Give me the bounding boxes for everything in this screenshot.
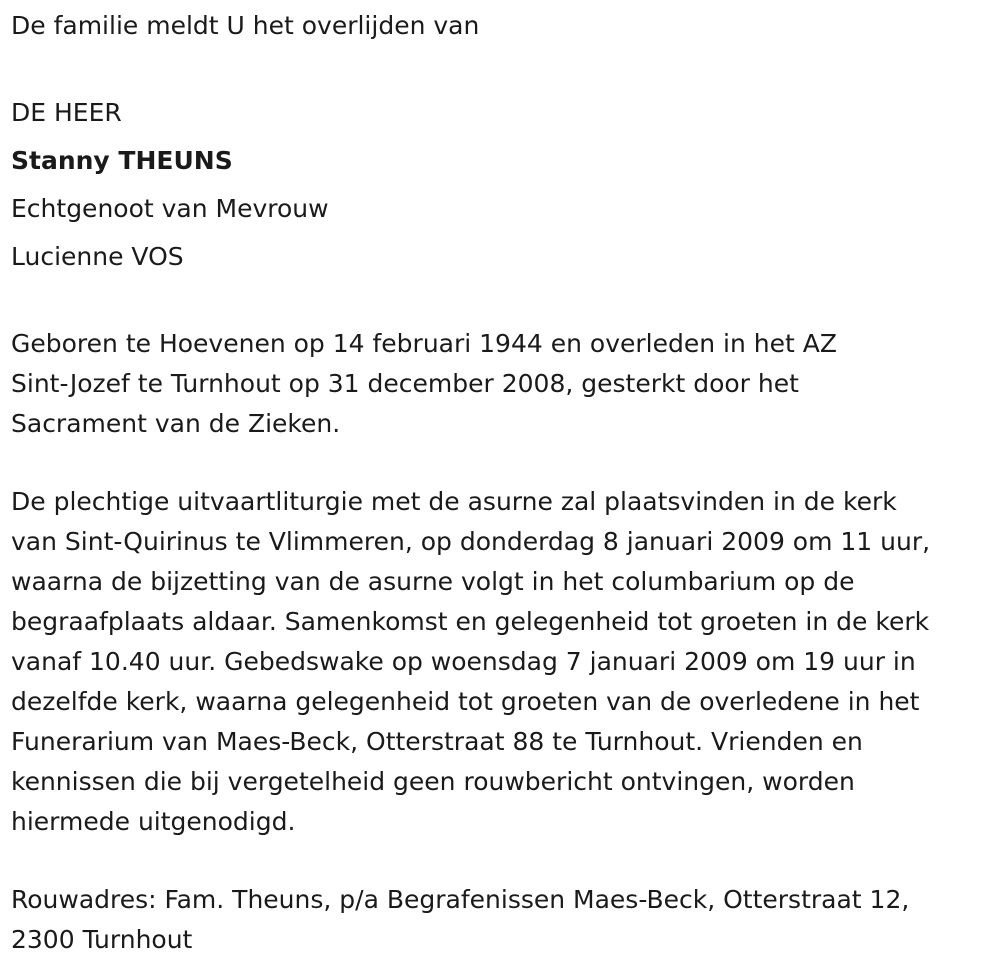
paragraph-line: Geboren te Hoevenen op 14 februari 1944 en overleden in het AZ xyxy=(11,329,837,358)
paragraph-line: De plechtige uitvaartliturgie met de asurne zal plaatsvinden in de kerk xyxy=(11,487,897,516)
deceased-name: Stanny THEUNS xyxy=(11,146,233,175)
mourning-address xyxy=(11,880,1000,960)
deceased-block xyxy=(11,89,1000,281)
paragraph-line: vanaf 10.40 uur. Gebedswake op woensdag 7 januari 2009 om 19 uur in xyxy=(11,647,916,676)
funeral-paragraph xyxy=(11,482,1000,842)
paragraph-line: Sint-Jozef te Turnhout op 31 december 2008, gesterkt door het xyxy=(11,369,799,398)
paragraph-line: hiermede uitgenodigd. xyxy=(11,807,296,836)
paragraph-line: Sacrament van de Zieken. xyxy=(11,409,341,438)
address-line: 2300 Turnhout xyxy=(11,925,193,954)
paragraph-line: Funerarium van Maes-Beck, Otterstraat 88 te Turnhout. Vrienden en xyxy=(11,727,863,756)
address-line: Rouwadres: Fam. Theuns, p/a Begrafenissen Maes-Beck, Otterstraat 12, xyxy=(11,885,910,914)
paragraph-line: begraafplaats aldaar. Samenkomst en gelegenheid tot groeten in de kerk xyxy=(11,607,930,636)
paragraph-line: kennissen die bij vergetelheid geen rouwbericht ontvingen, worden xyxy=(11,767,855,796)
spouse-line-2: Lucienne VOS xyxy=(11,242,184,271)
spouse-line-1: Echtgenoot van Mevrouw xyxy=(11,194,329,223)
birth-death-paragraph xyxy=(11,324,1000,444)
paragraph-line: van Sint-Quirinus te Vlimmeren, op donderdag 8 januari 2009 om 11 uur, xyxy=(11,527,931,556)
honorific: DE HEER xyxy=(11,98,122,127)
paragraph-line: waarna de bijzetting van de asurne volgt in het columbarium op de xyxy=(11,567,855,596)
intro-text: De familie meldt U het overlijden van xyxy=(11,11,480,40)
paragraph-line: dezelfde kerk, waarna gelegenheid tot groeten van de overledene in het xyxy=(11,687,920,716)
